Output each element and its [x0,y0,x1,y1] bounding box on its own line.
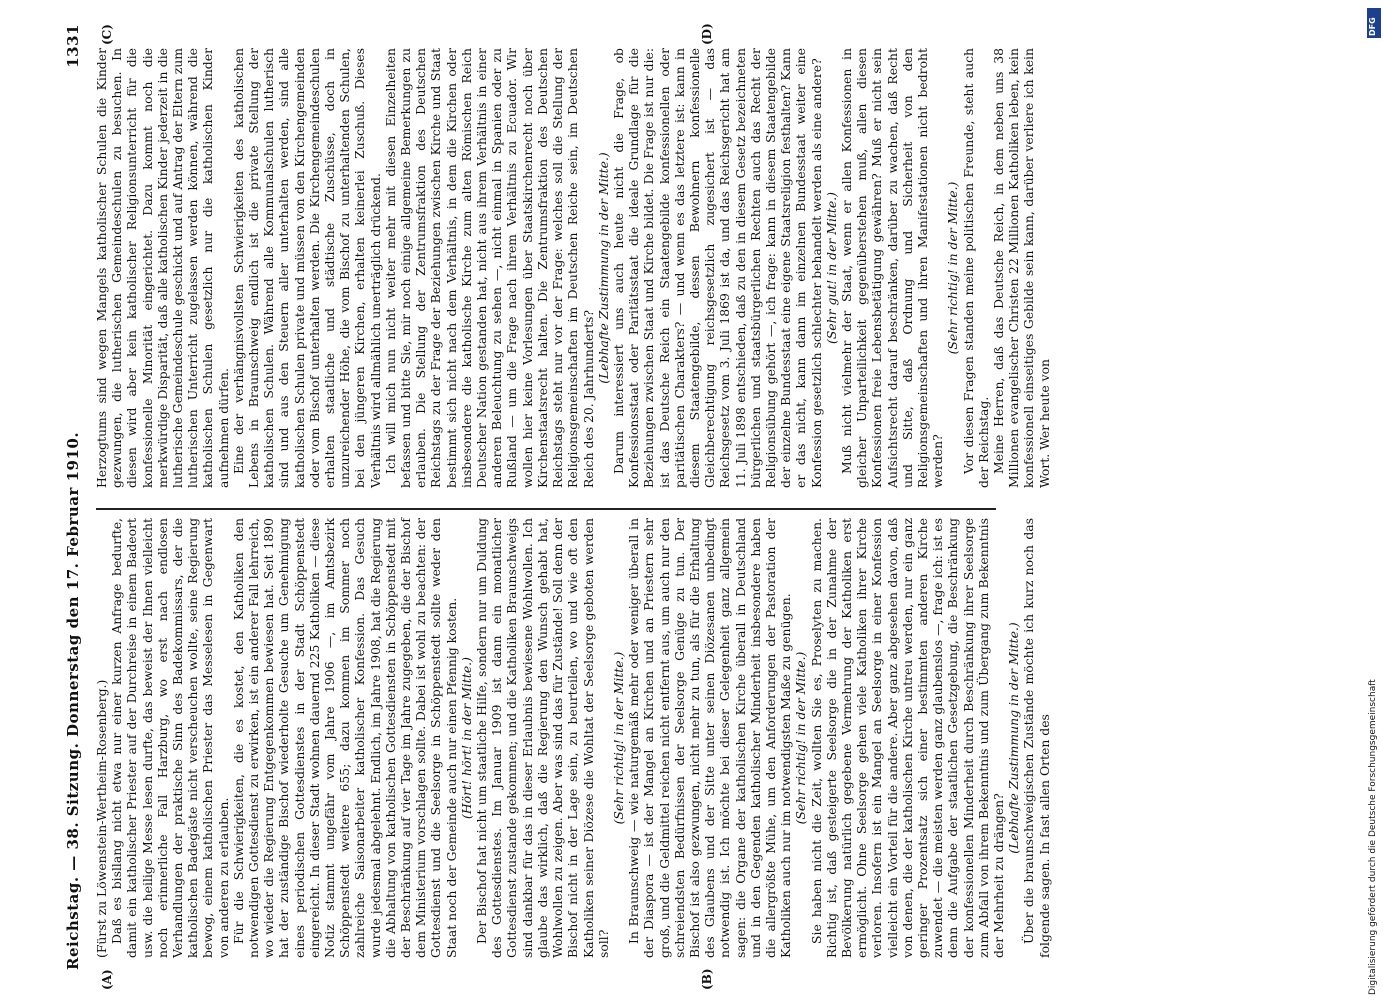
interjection: (Sehr gut! in der Mitte.) [823,191,839,345]
interjection: (Hört! hört! in der Mitte.) [458,657,474,819]
left-text-column [94,518,1052,958]
paragraph: Muß nicht vielmehr der Staat, wenn er allen Konfessionen in gleicher Unparteilichkeit gegenüberstehen muß, allen diesen Konfessionen freie Lebensbetätigung gewähren? Muß er nicht sein Aufsichtsrecht darauf beschränken, darüber zu wachen, daß Recht und Sitte, daß Ordnung und Sicherheit von den Religionsgemeinschaften und ihren Manifestationen nicht bedroht werden? [838,48,946,488]
margin-marker-c: (C) [100,24,114,45]
interjection: (Sehr richtig! in der Mitte.) [945,181,961,355]
interjection: (Lebhafte Zustimmung in der Mitte.) [1006,622,1022,854]
paragraph: Darum interessiert uns auch heute nicht die Frage, ob Konfessionsstaat oder Paritätsstaat die ideale Grundlage für die Beziehungen zwischen Staat und Kirche bildet. Die Frage ist nur die: ist das Deutsche Reich ein Staatengebilde konfessionellen oder paritätischen Charakters? — und wenn es das letztere ist: kann in diesem Staatengebilde, dessen Bewohnern konfessionelle Gleichberechtigung reichsgesetzlich zugesichert ist — das Reichsgesetz vom 3. Juli 1869 ist da, und das Reichsgericht hat am 11. Juli 1898 entschieden, daß zu den in diesem Gesetz bezeichneten bürgerlichen und staatsbürgerlichen Rechten auch das Recht der Religionsübung gehört —, ich frage: kann in diesem Staatengebilde der einzelne Bundesstaat eine eigene Staatsreligion festhalten? Kann er das nicht, kann dann im einzelnen Bundesstaat weiter eine Konfession gesetzlich schlechter behandelt werden als eine andere? [610,48,824,488]
paragraph: Ich will mich nun nicht weiter mehr mit diesen Einzelheiten befassen und bitte Sie, mir noch einige allgemeine Bemerkungen zu erlauben. Die Stellung der Zentrumsfraktion des Deutschen Reichstags zu der Frage der Beziehungen zwischen Kirche und Staat bestimmt sich nicht nach dem Verhältnis, in dem die Kirchen oder insbesondere die katholische Kirche zum alten Römischen Reich Deutscher Nation gestanden hat, nicht aus ihrem Verhältnis in einer anderen Beleuchtung zu sehen —, nicht einmal in Spanien oder zu Rußland — um die Frage nach ihrem Verhältnis zu Ecuador. Wir wollen hier keine Vorlesungen über Staatskirchenrecht noch über Kirchenstaatsrecht halten. Die Zentrumsfraktion des Deutschen Reichstags steht nur vor der Frage: welches soll die Stellung der Religionsgemeinschaften im Deutschen Reiche sein, im Deutschen Reich des 20. Jahrhunderts? [382,48,596,488]
header-title: Reichstag. — 38. Sitzung. Donnerstag den 17. Februar 1910. [64,431,82,970]
paragraph: Eine der verhängnisvollsten Schwierigkeiten des katholischen Lebens in Braunschweig endlich ist die private Stellung der katholischen Schulen. Während alle Kommunalschulen lutherisch sind und aus den Steuern aller unterhalten werden, sind alle katholischen Schulen private und müssen von den Kirchengemeinden oder vom Bischof unterhalten werden. Die Kirchengemeindeschulen erhalten staatliche und städtische Zuschüsse, doch in unzureichender Höhe, die vom Bischof zu unterhaltenden Schulen, bei den jüngeren Kirchen, erhalten keinerlei Zuschuß. Dieses Verhältnis wird allmählich unerträglich drückend. [230,48,383,488]
running-header [60,20,90,980]
paragraph: Meine Herren, daß das Deutsche Reich, in dem neben uns 38 Millionen evangelischer Christen 22 Millionen Katholiken leben, kein konfessionell einseitiges Gebilde sein kann, darüber verliere ich kein Wort. Wer heute von [990,48,1052,488]
digitization-credit: Digitalisierung gefördert durch die Deutsche Forschungsgemeinschaft [1368,679,1378,995]
interjection: (Sehr richtig! in der Mitte.) [610,651,626,825]
paragraph: Für die Schwierigkeiten, die es kostet, den Katholiken den notwendigen Gottesdienst zu erwirken, ist ein anderer Fall lehrreich, wo wieder die Regierung Entgegenkommen bewiesen hat. Seit 1890 hat der zuständige Bischof wiederholte Gesuche um Genehmigung eines periodischen Gottesdienstes in der Stadt Schöppenstedt eingereicht. In dieser Stadt wohnen dauernd 225 Katholiken — diese Notiz stammt ungefähr vom Jahre 1906 —, im Amtsbezirk Schöppenstedt weitere 655; dazu kommen im Sommer noch zahlreiche Saisonarbeiter katholischer Konfession. Das Gesuch wurde jedesmal abgelehnt. Endlich, im Jahre 1908, hat die Regierung die Abhaltung von katholischen Gottesdiensten in Schöppenstedt mit der Beschränkung auf vier Tage im Jahre zugegeben, die der Bischof dem Ministerium vorschlagen sollte. Dabei ist wohl zu beachten: der Gottesdienst und die Seelsorge in Schöppenstedt sollte weder den Staat noch der Gemeinde auch nur einen Pfennig kosten. [230,518,459,958]
margin-marker-d: (D) [700,23,714,45]
page-number: 1331 [64,24,82,68]
dfg-logo: DFG [1367,8,1381,38]
paragraph: Sie haben nicht die Zeit, wollten Sie es, Proselyten zu machen. Richtig ist, daß gesteigerte Seelsorge die in der Zunahme der Bevölkerung natürlich gegebene Vermehrung der Katholiken erst ermöglicht. Ohne Seelsorge gehen viele Katholiken ihrer Kirche verloren. Insofern ist ein Mangel an Seelsorge in einer Konfession vielleicht ein Vorteil für die andere. Aber ganz abgesehen davon, daß von denen, die der katholischen Kirche untreu werden, nur ein ganz geringer Prozentsatz sich einer bestimmten anderen Kirche zuwendet — die meisten werden ganz glaubenslos —, frage ich: ist es denn die Aufgabe der staatlichen Gesetzgebung, die Beschränkung der konfessionellen Minderheit durch Beschränkung ihrer Seelsorge zum Abfall von ihrem Bekenntnis und zum Übergang zum Bekenntnis der Mehrheit zu drängen? [808,518,1006,958]
margin-marker-a: (A) [100,969,114,990]
margin-marker-b: (B) [700,968,714,990]
interjection: (Lebhafte Zustimmung in der Mitte.) [595,152,611,384]
column-divider [96,508,996,510]
interjection: (Sehr richtig! in der Mitte.) [793,651,809,825]
paragraph: Der Bischof hat nicht um staatliche Hilfe, sondern nur um Duldung des Gottesdienstes. Im Januar 1909 ist dann ein monatlicher Gottesdienst zustande gekommen; und die Katholiken Braunschweigs sind dankbar für das in dieser Erlaubnis bewiesene Wohlwollen. Ich glaube das wirklich, daß die Regierung den Wunsch gehabt hat, Wohlwollen zu zeigen. Aber was sind das für Zustände! Soll denn der Bischof nicht in der Lage sein, zu beurteilen, wo und wie oft den Katholiken seiner Diözese die Wohltat der Seelsorge geboten werden soll? [474,518,611,958]
paragraph: (Fürst zu Löwenstein-Wertheim-Rosenberg.) [94,679,109,958]
paragraph: In Braunschweig — wie naturgemäß mehr oder weniger überall in der Diaspora — ist der Mangel an Kirchen und an Priestern sehr groß, und die Geldmittel reichen nicht entfernt aus, um auch nur den schreiendsten Bedürfnissen der Seelsorge Genüge zu tun. Der Bischof ist also gezwungen, nicht mehr zu tun, als für die Erhaltung des Glaubens und der Sitte unter seinen Diözesanen unbedingt notwendig ist. Ich möchte bei dieser Gelegenheit ganz allgemein sagen: die Organe der katholischen Kirche überall in Deutschland und in den Gegenden katholischer Minderheit insbesondere haben die allergrößte Mühe, um den Anforderungen der Pastoration der Katholiken auch nur im notwendigsten Maße zu genügen. [626,518,794,958]
rotated-page [60,20,1340,990]
paragraph: Über die braunschweigischen Zustände möchte ich kurz noch das folgende sagen. In fast allen Orten des [1021,518,1052,958]
paragraph: Daß es bisllang nicht etwa nur einer kurzen Anfrage bedurfte, damit ein katholischer Priester auf der Durchreise in einem Badeort usw. die heilige Messe lesen durfte, das beweist der Ihnen vielleicht noch erinnerliche Fall Harzburg, wo erst nach endlosen Verhandlungen der praktische Sinn des Badekommissars, der die katholischen Badegäste nicht verscheuchen wollte, seine Regierung bewog, einem katholischen Priester das Messelesen in Gegenwart von anderen zu erlauben. [109,518,231,958]
paragraph: Vor diesen Fragen standen meine politischen Freunde, steht auch der Reichstag. [960,48,991,488]
paragraph: Herzogtums sind wegen Mangels katholischer Schulen die Kinder gezwungen, die lutherischen Gemeindeschulen zu besuchen. In diesen wird aber kein katholischer Religionsunterricht für die konfessionelle Minorität eingerichtet. Dazu kommt noch die merkwürdige Disparität, daß alle katholischen Kinder jederzeit in die lutherische Gemeindeschule geschickt und auf Antrag der Eltern zum lutherischen Unterricht zugelassen werden können, während die katholischen Schulen gesetzlich nur die katholischen Kinder aufnehmen dürfen. [94,48,231,488]
right-text-column [94,48,1052,488]
